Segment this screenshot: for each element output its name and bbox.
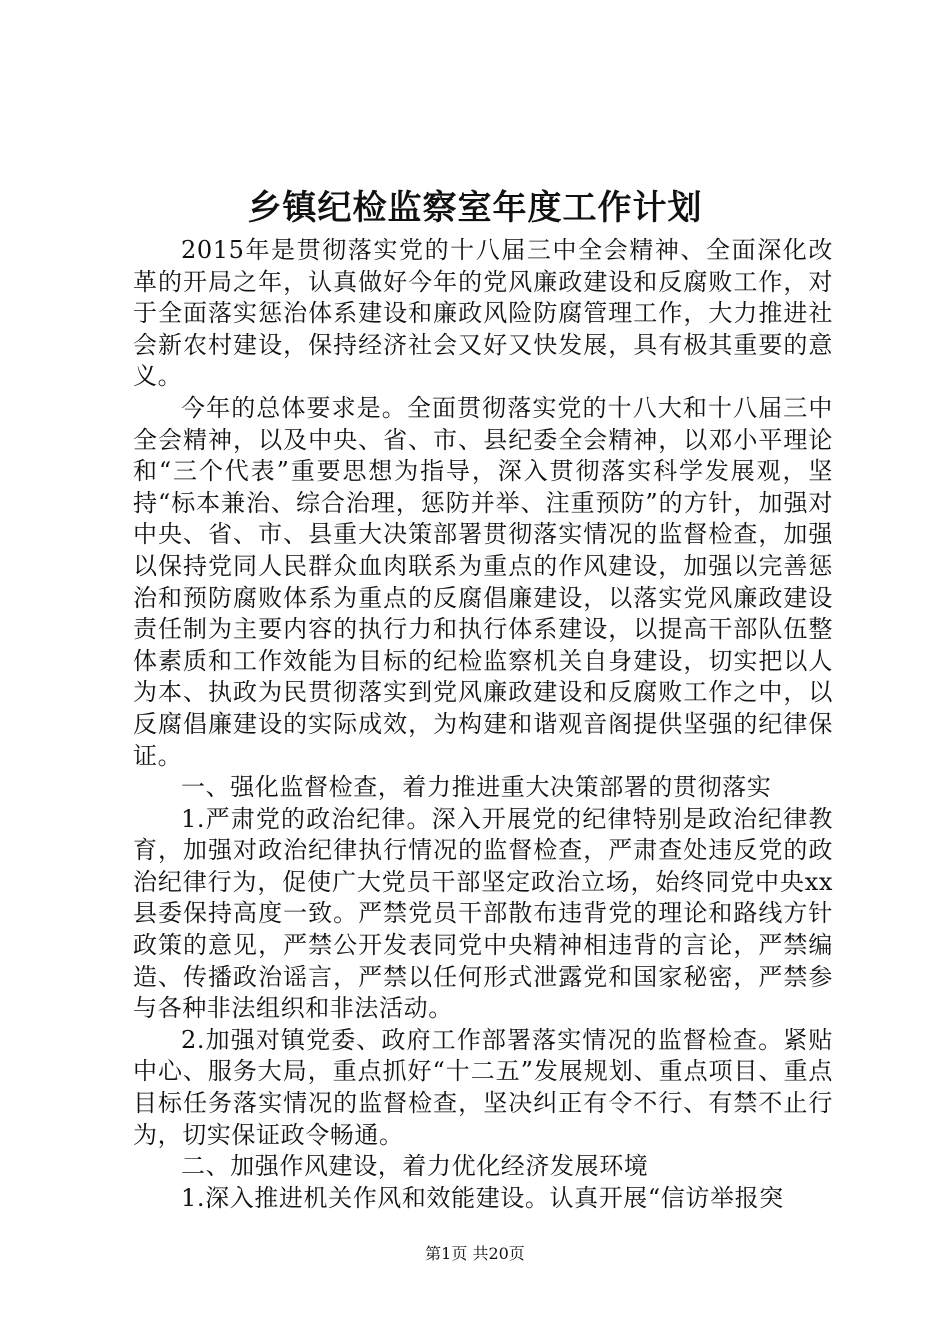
paragraph-item-1-1: 1.严肃党的政治纪律。深入开展党的纪律特别是政治纪律教育，加强对政治纪律执行情况的监督检查，严肃查处违反党的政治纪律行为，促使广大党员干部坚定政治立场，始终同党中央xx县委保持高度一致。严禁党员干部散布违背党的理论和路线方针政策的意见，严禁公开发表同党中央精神相违背的言论，严禁编造、传播政治谣言，严禁以任何形式泄露党和国家秘密，严禁参与各种非法组织和非法活动。	[133, 804, 833, 1023]
document-title: 乡镇纪检监察室年度工作计划	[247, 188, 703, 228]
paragraph-general-requirements: 今年的总体要求是。全面贯彻落实党的十八大和十八届三中全会精神，以及中央、省、市、县纪委全会精神，以邓小平理论和“三个代表”重要思想为指导，深入贯彻落实科学发展观，坚持“标本兼治、综合治理，惩防并举、注重预防”的方针，加强对中央、省、市、县重大决策部署贯彻落实情况的监督检查，加强以保持党同人民群众血肉联系为重点的作风建设，加强以完善惩治和预防腐败体系为重点的反腐倡廉建设，以落实党风廉政建设责任制为主要内容的执行力和执行体系建设，以提高干部队伍整体素质和工作效能为目标的纪检监察机关自身建设，切实把以人为本、执政为民贯彻落实到党风廉政建设和反腐败工作之中，以反腐倡廉建设的实际成效，为构建和谐观音阁提供坚强的纪律保证。	[133, 393, 833, 770]
document-body	[133, 235, 833, 1214]
paragraph-intro: 2015年是贯彻落实党的十八届三中全会精神、全面深化改革的开局之年，认真做好今年的党风廉政建设和反腐败工作，对于全面落实惩治体系建设和廉政风险防腐管理工作，大力推进社会新农村建设，保持经济社会又好又快发展，具有极其重要的意义。	[133, 236, 833, 391]
section-heading-1: 一、强化监督检查，着力推进重大决策部署的贯彻落实	[181, 773, 772, 802]
paragraph-item-2-1: 1.深入推进机关作风和效能建设。认真开展“信访举报突	[181, 1183, 784, 1212]
section-heading-2: 二、加强作风建设，着力优化经济发展环境	[181, 1152, 649, 1181]
paragraph-item-1-2: 2.加强对镇党委、政府工作部署落实情况的监督检查。紧贴中心、服务大局，重点抓好“十二五”发展规划、重点项目、重点目标任务落实情况的监督检查，坚决纠正有令不行、有禁不止行为，切实保证政令畅通。	[133, 1025, 833, 1149]
page-number-footer: 第1页 共20页	[425, 1244, 525, 1263]
